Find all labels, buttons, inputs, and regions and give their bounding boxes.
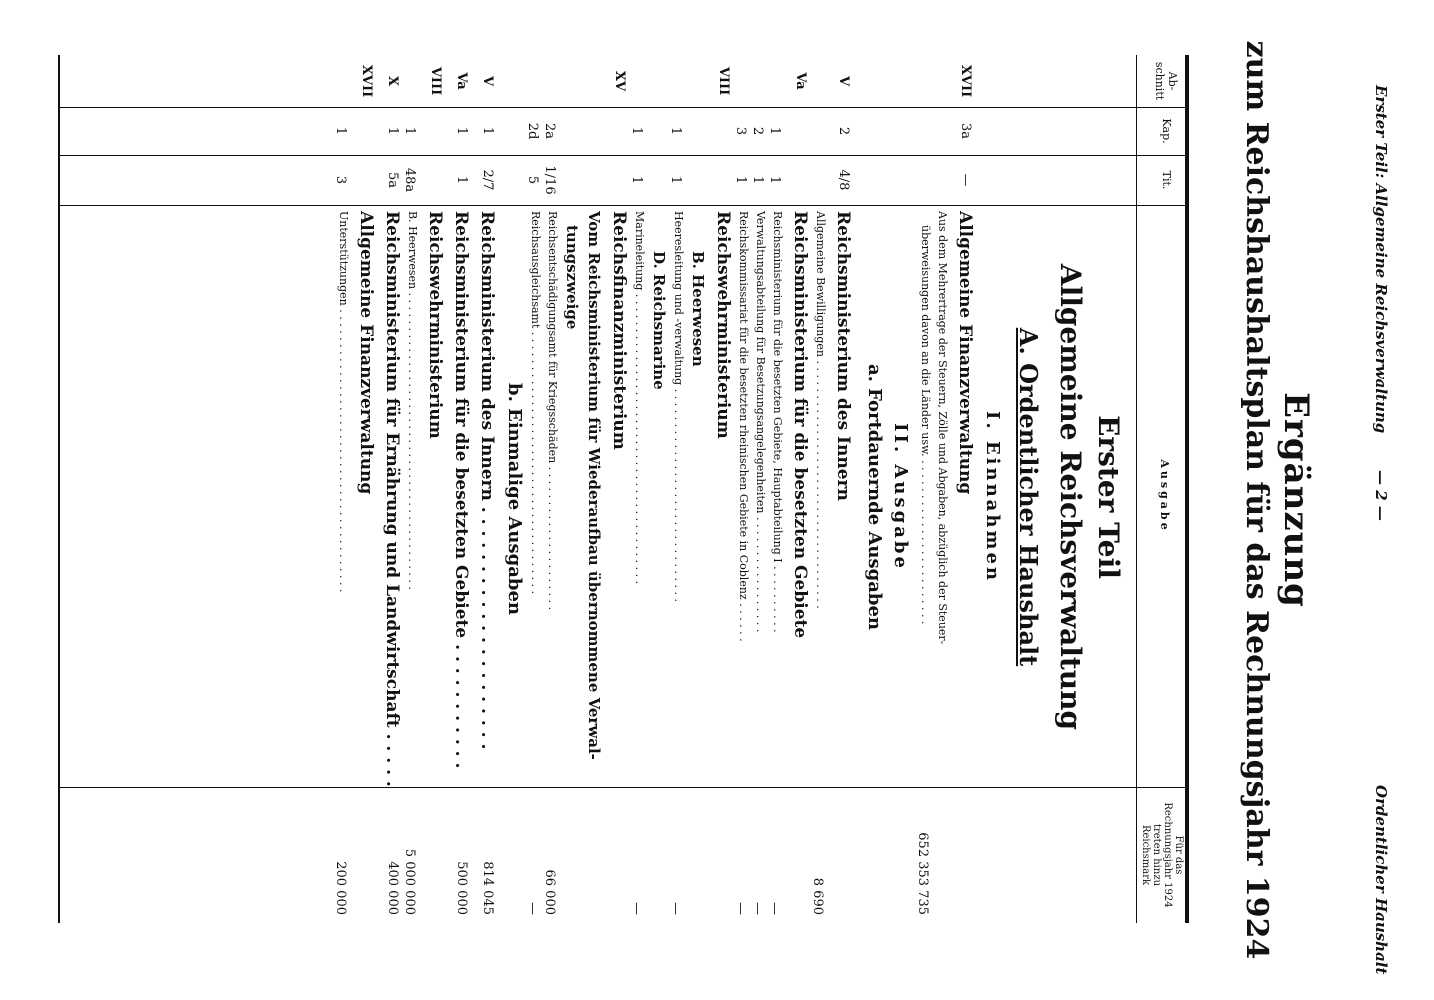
table-row bbox=[471, 55, 497, 923]
table-row bbox=[350, 55, 376, 923]
heading-ausgabe: II. Ausgabe bbox=[890, 423, 911, 571]
description-cell: Vom Reichsministerium für Wiederaufbau übernommene Verwal- bbox=[585, 211, 603, 760]
description-cell: Reichsministerium für Ernährung und Landwirtschaft . . . . . bbox=[382, 211, 402, 787]
kap-cell: 1 bbox=[629, 126, 644, 136]
description-cell: tungszweige bbox=[563, 225, 581, 330]
description-cell: Allgemeine Finanzverwaltung bbox=[955, 211, 975, 495]
abschnitt-cell: V bbox=[836, 75, 851, 87]
tit-cell: 1 bbox=[629, 175, 644, 185]
kap-cell: 2d bbox=[525, 122, 540, 140]
description-cell: Verwaltungsabteilung für Besetzungsangelegenheiten . . . . . . . . . . . . . . . . . bbox=[754, 211, 767, 633]
amount-cell: 400 000 bbox=[385, 861, 400, 915]
table-row bbox=[733, 55, 750, 923]
tit-cell: — bbox=[958, 173, 973, 187]
table-row bbox=[646, 55, 668, 923]
table-row bbox=[419, 55, 445, 923]
table-row bbox=[750, 55, 767, 923]
table-row bbox=[542, 55, 559, 923]
table-row bbox=[810, 55, 827, 923]
table-row bbox=[707, 55, 733, 923]
description-cell: B. Heerwesen bbox=[689, 251, 707, 367]
header-right: Ordentlicher Haushalt bbox=[1372, 785, 1390, 975]
heading-erster-teil: Erster Teil bbox=[1092, 415, 1125, 579]
table-row bbox=[497, 55, 525, 923]
amount-cell: — bbox=[767, 902, 782, 915]
description-cell: Allgemeine Finanzverwaltung bbox=[356, 211, 376, 495]
running-header bbox=[1364, 0, 1394, 1000]
table-row bbox=[402, 55, 419, 923]
kap-cell: 1 bbox=[668, 126, 683, 136]
heading-einnahmen: I. Einnahmen bbox=[982, 410, 1003, 584]
table-row bbox=[525, 55, 542, 923]
page-number: — 2 — bbox=[1372, 470, 1390, 521]
amount-cell: — bbox=[733, 902, 748, 915]
description-cell: Reichsministerium des Innern bbox=[833, 211, 853, 501]
col-amount: Für das Rechnungsjahr 1924 treten hinzu Reichsmark bbox=[1140, 802, 1184, 908]
description-cell: D. Reichsmarine bbox=[650, 251, 668, 390]
amount-cell: 814 045 bbox=[480, 861, 495, 915]
amount-cell: 8 690 bbox=[810, 877, 825, 915]
tit-cell: 1 bbox=[733, 175, 748, 185]
kap-cell: 2a bbox=[542, 122, 557, 140]
table-row bbox=[932, 55, 949, 923]
abschnitt-cell: VIII bbox=[428, 66, 443, 96]
table-row bbox=[376, 55, 402, 923]
table-row bbox=[333, 55, 350, 923]
tit-cell: 1 bbox=[767, 175, 782, 185]
description-cell: Reichskommissariat für die besetzten rheinischen Gebiete in Coblenz . . . . . . bbox=[737, 211, 750, 642]
tit-cell: 1 bbox=[454, 175, 469, 185]
description-cell: Reichsausgleichsamt . . . . . . . . . . . . . . . . . . . . . . . . . . . . . . . . . . . . . . bbox=[529, 211, 542, 595]
description-cell: überweisungen davon an die Länder usw. . . . . . . . . . . . . . . . . . . . . . . . . bbox=[919, 225, 932, 625]
amount-cell: — bbox=[525, 902, 540, 915]
header-left: Erster Teil: Allgemeine Reichsverwaltung bbox=[1372, 85, 1390, 434]
description-cell: Marineleitung . . . . . . . . . . . . . . . . . . . . . . . . . . . . . . . . . . . . . . . . . . bbox=[633, 211, 646, 585]
col-tit: Tit. bbox=[1160, 170, 1173, 190]
title-line-1: Ergänzung bbox=[1276, 392, 1316, 608]
description-cell: Reichsentschädigungsamt für Kriegsschäden . . . . . . . . . . . . . . . . . . . . . bbox=[546, 211, 559, 611]
amount-cell: 652 353 735 bbox=[915, 832, 930, 915]
table-row bbox=[668, 55, 685, 923]
amount-cell: 5 000 000 bbox=[402, 848, 417, 915]
abschnitt-cell: XVII bbox=[359, 64, 374, 98]
tit-cell: 1 bbox=[668, 175, 683, 185]
col-kap: Kap. bbox=[1160, 118, 1173, 144]
amount-cell: 66 000 bbox=[542, 869, 557, 915]
table-row bbox=[603, 55, 629, 923]
description-cell: Aus dem Mehrertrage der Steuern, Zölle und Abgaben, abzüglich der Steuer- bbox=[936, 211, 949, 645]
tit-cell: 2/7 bbox=[480, 169, 495, 191]
abschnitt-cell: XVII bbox=[958, 64, 973, 98]
table-row bbox=[915, 55, 932, 923]
abschnitt-cell: X bbox=[385, 75, 400, 87]
table-row bbox=[685, 55, 707, 923]
kap-cell: 3a bbox=[958, 122, 973, 140]
description-cell: Reichsministerium des Innern . . . . . . . . . . . . . . . . . . . . . bbox=[477, 211, 497, 750]
kap-cell: 1 bbox=[480, 126, 495, 136]
kap-cell: 1 bbox=[333, 126, 348, 136]
description-cell: Reichsministerium für die besetzten Gebiete, Hauptabteilung I . . . . . . . . . . bbox=[771, 211, 784, 633]
abschnitt-cell: VIII bbox=[716, 66, 731, 96]
description-cell: Unterstützungen . . . . . . . . . . . . . . . . . . . . . . . . . . . . . . . . . . . . . . . . . bbox=[337, 211, 350, 593]
title-line-2: zum Reichshaushaltsplan für das Rechnungsjahr 1924 bbox=[1239, 40, 1274, 960]
heading-allgemeine: Allgemeine Reichsverwaltung bbox=[1054, 263, 1087, 731]
table-row bbox=[559, 55, 581, 923]
kap-cell: 1 bbox=[767, 126, 782, 136]
description-cell: Reichsfinanzministerium bbox=[609, 211, 629, 450]
heading-fortdauernde: a. Fortdauernde Ausgaben bbox=[864, 363, 885, 631]
abschnitt-cell: XV bbox=[612, 70, 627, 92]
tit-cell: 4/8 bbox=[836, 169, 851, 191]
kap-cell: 2 bbox=[836, 126, 851, 136]
amount-cell: 500 000 bbox=[454, 861, 469, 915]
tit-cell: 5 bbox=[525, 175, 540, 185]
kap-cell: 1 bbox=[454, 126, 469, 136]
description-cell: b. Einmalige Ausgaben bbox=[504, 382, 525, 615]
table-row bbox=[827, 55, 853, 923]
kap-cell: 2 bbox=[750, 126, 765, 136]
amount-cell: — bbox=[668, 902, 683, 915]
tit-cell: 5a bbox=[385, 171, 400, 189]
description-cell: Reichswehrministerium bbox=[713, 211, 733, 439]
table-row bbox=[581, 55, 603, 923]
description-cell: Reichsministerium für die besetzten Gebiete . . . . . . . . . . . bbox=[451, 211, 471, 769]
abschnitt-cell: V bbox=[480, 75, 495, 87]
amount-cell: 200 000 bbox=[333, 861, 348, 915]
kap-cell: 1 bbox=[385, 126, 400, 136]
abschnitt-cell: Va bbox=[793, 72, 808, 90]
table-row bbox=[784, 55, 810, 923]
heading-ordentlicher: A. Ordentlicher Haushalt bbox=[1014, 327, 1043, 667]
table-row bbox=[629, 55, 646, 923]
table-row bbox=[445, 55, 471, 923]
tit-cell: 1 bbox=[750, 175, 765, 185]
tit-cell: 48a bbox=[402, 167, 417, 193]
budget-table bbox=[58, 55, 1189, 923]
abschnitt-cell: Va bbox=[454, 72, 469, 90]
table-row bbox=[949, 55, 975, 923]
kap-cell: 1 bbox=[402, 126, 417, 136]
table-row bbox=[767, 55, 784, 923]
description-cell: Allgemeine Bewilligungen . . . . . . . . . . . . . . . . . . . . . . . . . . . . . . . . . . . . bbox=[814, 211, 827, 609]
description-cell: Reichsministerium für die besetzten Gebiete bbox=[790, 211, 810, 639]
description-cell: Reichswehrministerium bbox=[425, 211, 445, 439]
header-rule bbox=[1136, 55, 1137, 923]
tit-cell: 3 bbox=[333, 175, 348, 185]
kap-cell: 3 bbox=[733, 126, 748, 136]
col-abschnitt: Ab- schnitt bbox=[1153, 61, 1179, 101]
amount-cell: — bbox=[629, 902, 644, 915]
tit-cell: 1/16 bbox=[542, 165, 557, 195]
description-cell: Heeresleitung und -verwaltung . . . . . . . . . . . . . . . . . . . . . . . . . . . . . . . bbox=[672, 211, 685, 603]
description-cell: B. Heerwesen . . . . . . . . . . . . . . . . . . . . . . . . . . . . . . . . . . . . . . . . . . . bbox=[406, 211, 419, 590]
amount-cell: — bbox=[750, 902, 765, 915]
col-ausgabe: Ausgabe bbox=[1158, 459, 1171, 533]
